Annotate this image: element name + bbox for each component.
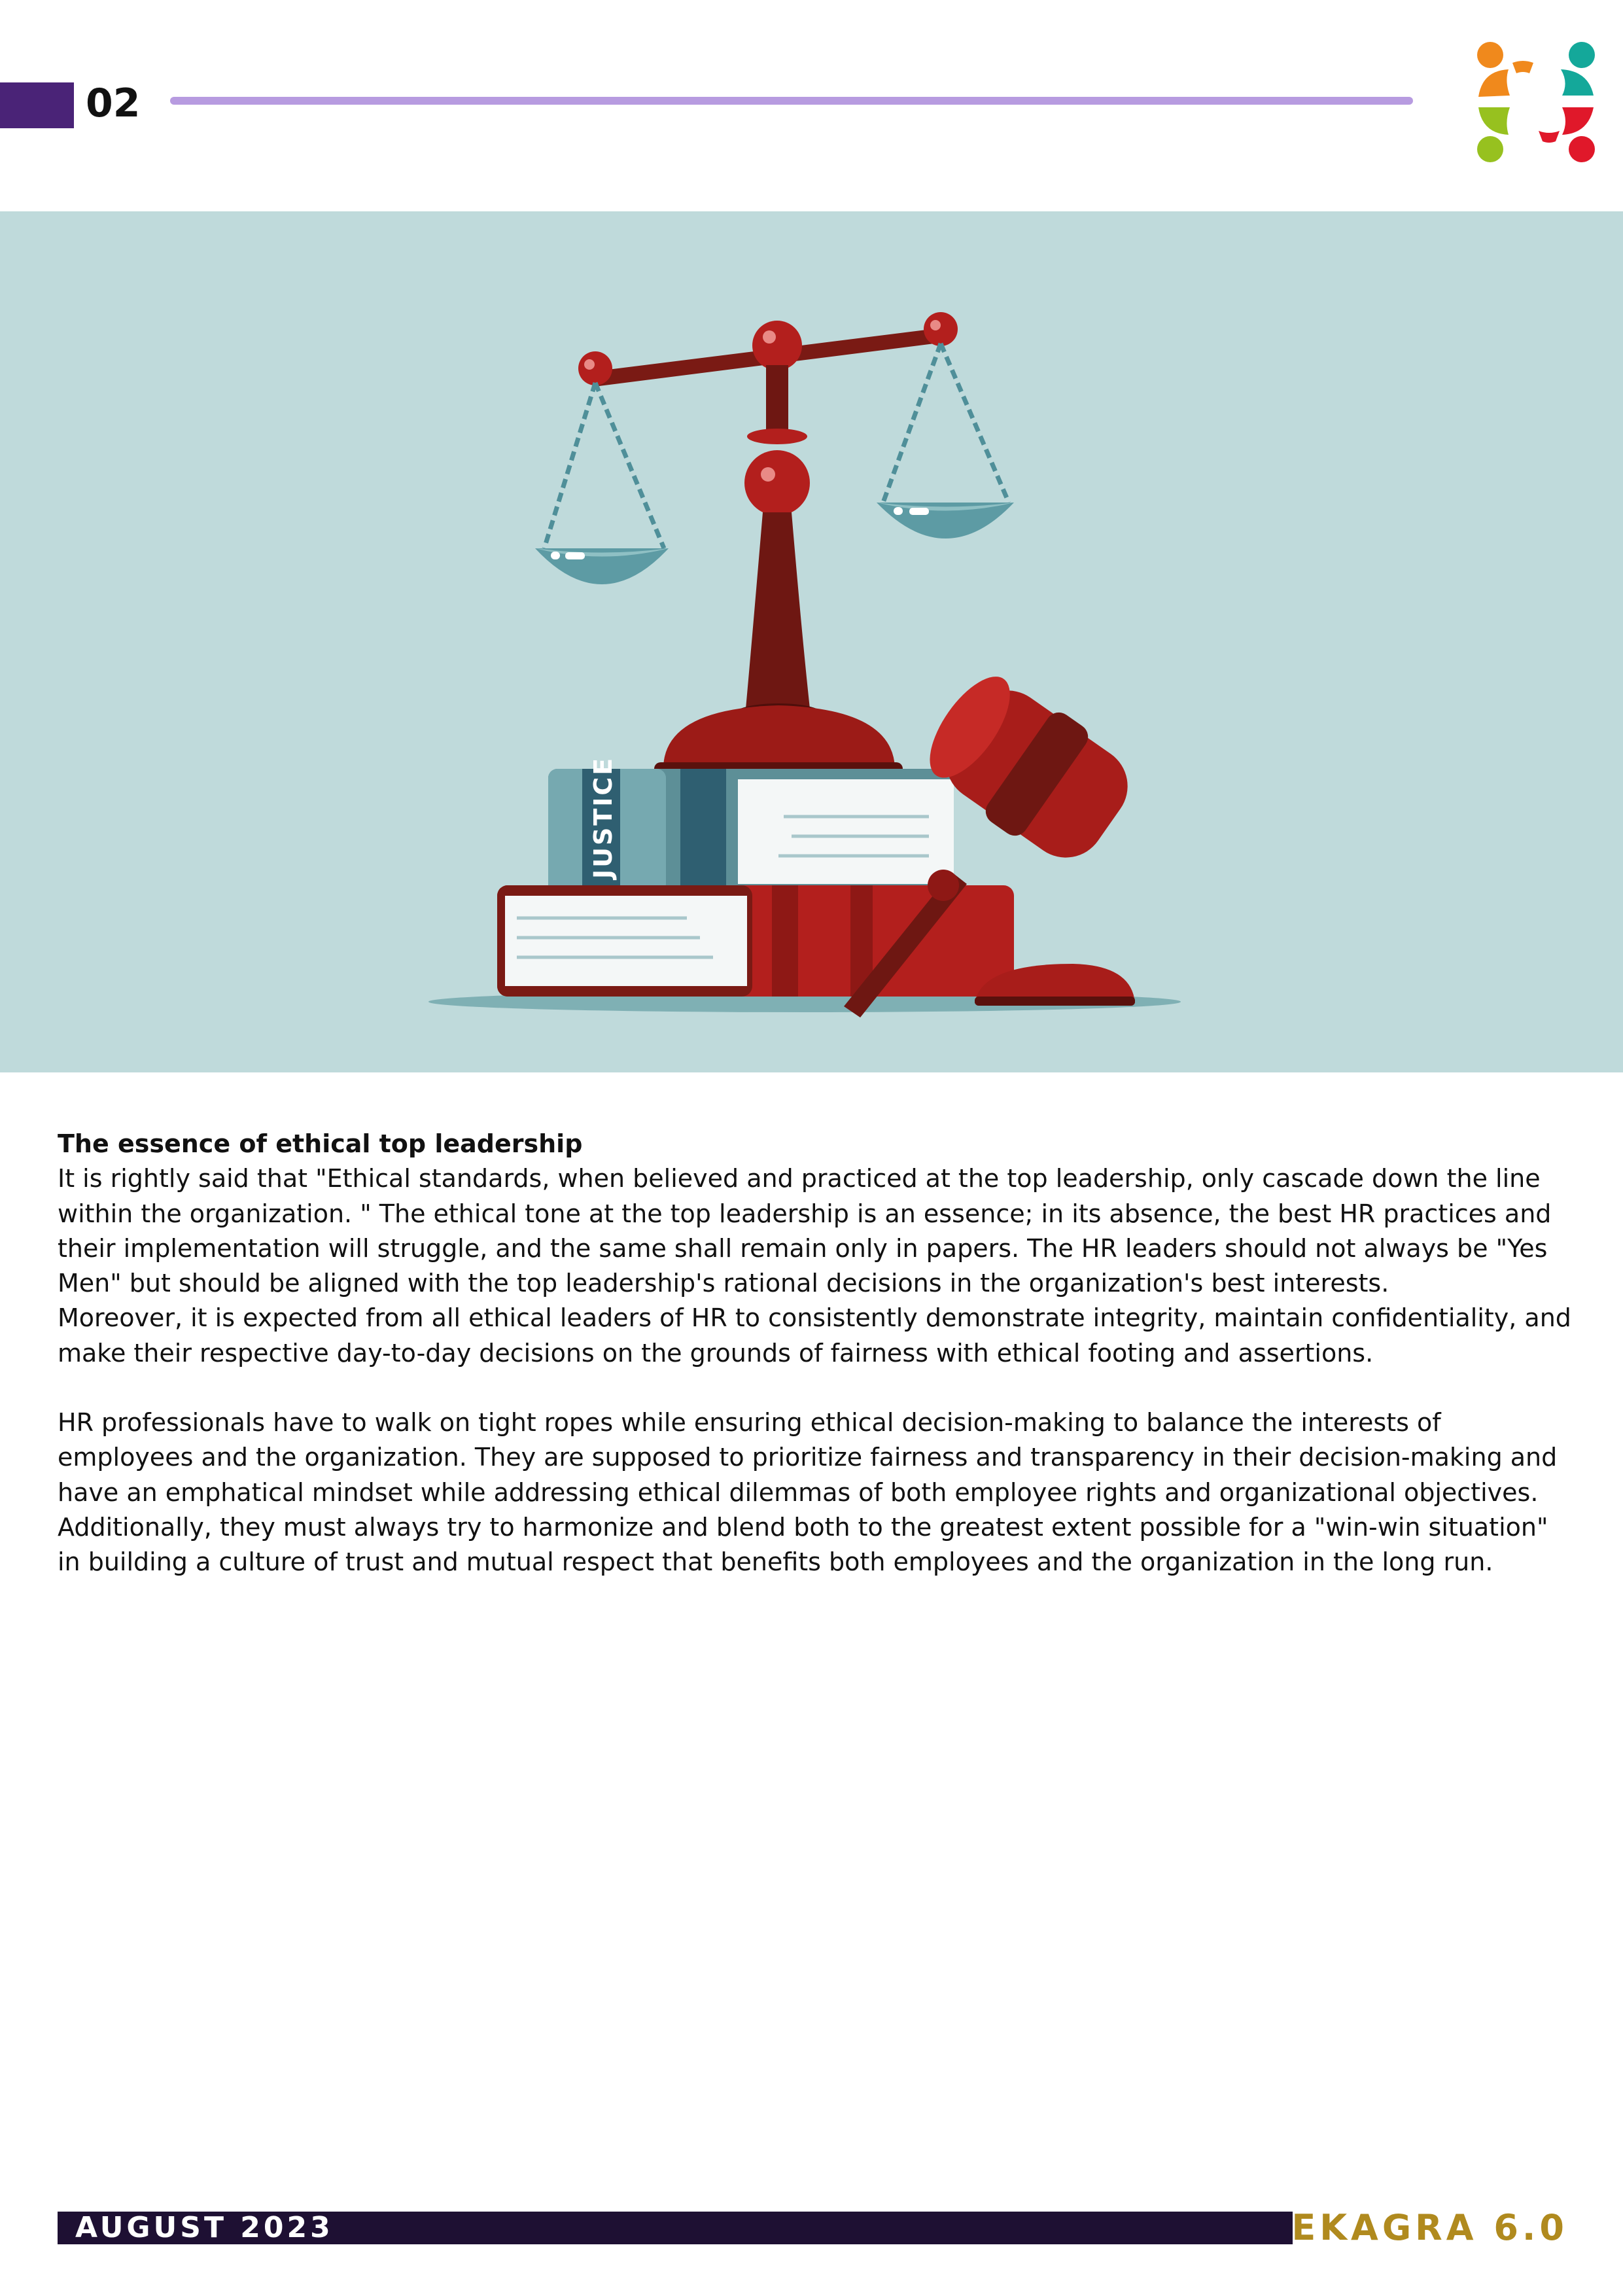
header-divider (170, 97, 1413, 105)
people-circle-logo-icon (1471, 37, 1601, 168)
article-heading: The essence of ethical top leadership (58, 1129, 583, 1158)
article-paragraph-2: Moreover, it is expected from all ethical leaders of HR to consistently demonstrate integrity, maintain confidentiality, and make their respective day-to-day decisions on the grounds of fairness with ethical footing and assertions. (58, 1303, 1571, 1368)
article-body (58, 1127, 1575, 1580)
article-paragraph-3: HR professionals have to walk on tight ropes while ensuring ethical decision-making to balance the interests of employees and the organization. They are supposed to prioritize fairness and transparency in their decision-making and have an emphatical mindset while addressing ethical dilemmas of both employee rights and organizational objectives. Additionally, they must always try to harmonize and blend both to the greatest extent possible for a "win-win situation" in building a culture of trust and mutual respect that benefits both employees and the organization in the long run. (58, 1408, 1558, 1577)
book-spine-label: JUSTICE (589, 756, 618, 879)
footer-date: AUGUST 2023 (75, 2211, 334, 2244)
page-number: 02 (86, 80, 141, 126)
article-paragraph-1: It is rightly said that "Ethical standards, when believed and practiced at the top leadership, only cascade down the line within the organization. " The ethical tone at the top leadership is an essence; in its absence, the best HR practices and their implementation will struggle, and the same shall remain only in papers. The HR leaders should not always be "Yes Men" but should be aligned with the top leadership's rational decisions in the organization's best interests. (58, 1164, 1552, 1298)
hero-illustration (0, 211, 1623, 1072)
footer-brand: EKAGRA 6.0 (1291, 2207, 1568, 2248)
page-number-accent-block (0, 82, 74, 128)
paragraph-spacer (58, 1371, 1575, 1405)
